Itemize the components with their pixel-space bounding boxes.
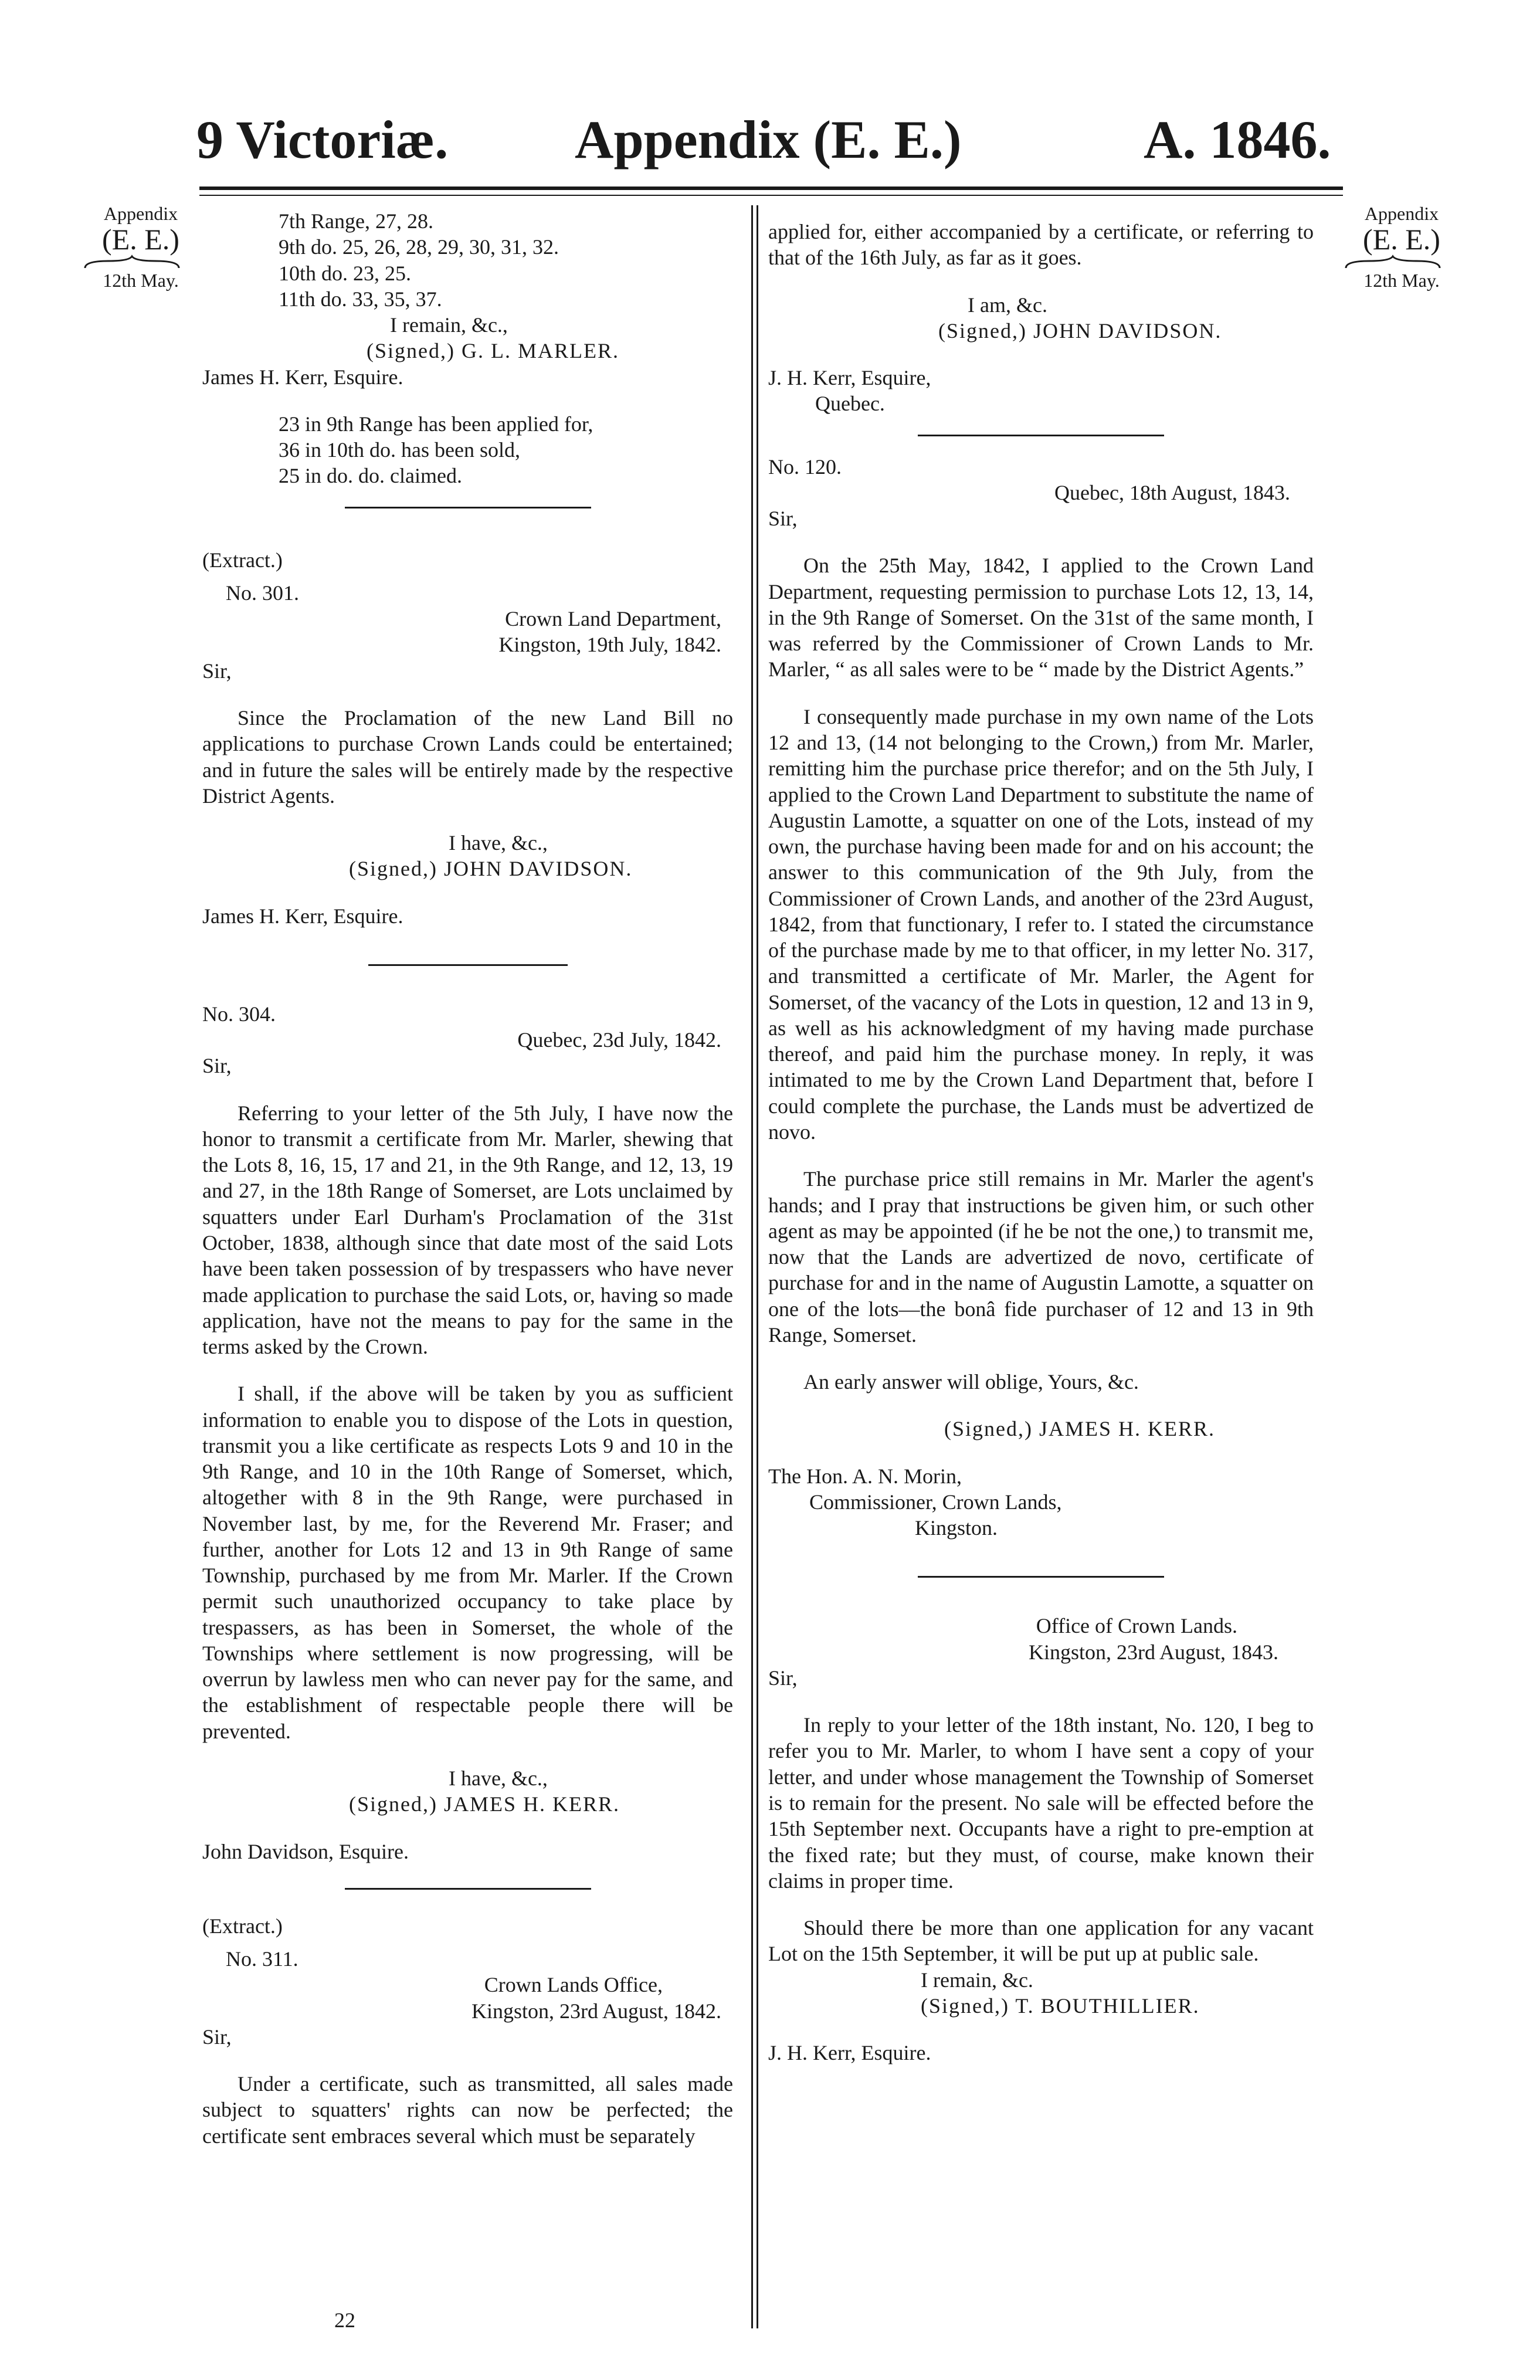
signature: (Signed,) JOHN DAVIDSON. xyxy=(938,318,1222,343)
column-divider xyxy=(757,205,758,2328)
salutation: Sir, xyxy=(202,2025,232,2049)
letter-date: Quebec, 23d July, 1842. xyxy=(517,1028,721,1052)
letter-place: Office of Crown Lands. xyxy=(1036,1614,1237,1638)
letter-body: Referring to your letter of the 5th July, I have now the honor to transmit a certificate from Mr. Marler, shewing that the Lots 8, 16, 15, 17 and 21, in the 9th Range, and 12, 13, 19 and 27, in the 18th Range of Somerset, are Lots unclaimed by squatters under Earl Durham's Proclamation of the 31st October, 1838, although since that date most of the said Lots have been taken possession of by trespassers who have never made application to purchase the said Lots, or, having so made application, have not the means to pay for the same in the terms asked by the Crown. xyxy=(202,1101,733,1359)
range-notes xyxy=(202,411,733,489)
addressee: James H. Kerr, Esquire. xyxy=(202,365,403,389)
note-line: 36 in 10th do. has been sold, xyxy=(279,438,520,462)
letter-number: No. 301. xyxy=(226,581,299,605)
extract-label: (Extract.) xyxy=(202,548,283,572)
addressee: J. H. Kerr, Esquire. xyxy=(768,2041,931,2065)
addressee: John Davidson, Esquire. xyxy=(202,1839,409,1863)
note-line: 25 in do. do. claimed. xyxy=(279,464,462,488)
header-left: 9 Victoriæ. xyxy=(196,110,449,169)
signature: (Signed,) T. BOUTHILLIER. xyxy=(921,1993,1200,2018)
salutation: Sir, xyxy=(202,1054,232,1078)
addressee-city: Quebec. xyxy=(815,392,885,416)
margin-date: 12th May. xyxy=(1363,270,1440,291)
range-line: 7th Range, 27, 28. xyxy=(279,209,433,233)
header-center: Appendix (E. E.) xyxy=(575,110,962,169)
letter-place: Crown Lands Office, xyxy=(484,1973,663,1997)
divider xyxy=(918,1576,1164,1578)
letter-body: applied for, either accompanied by a certificate, or referring to that of the 16th July, as far as it goes. xyxy=(768,220,1314,270)
letter-body: The purchase price still remains in Mr. Marler the agent's hands; and I pray that instructions be given him, or such other agent as may be appointed (if he be not the one,) to transmit me, now that the Lands are advertized de novo, certificate of purchase for and in the name of Augustin Lamotte, a squatter on one of the lots—the bonâ fide purchaser of 12 and 13 in 9th Range, Somerset. xyxy=(768,1167,1314,1347)
salutation: Sir, xyxy=(202,659,232,683)
range-line: 11th do. 33, 35, 37. xyxy=(279,287,442,311)
signature: (Signed,) G. L. MARLER. xyxy=(367,339,619,363)
signature: (Signed,) JOHN DAVIDSON. xyxy=(349,857,633,881)
margin-note-right xyxy=(1343,204,1460,291)
closing: I have, &c., xyxy=(449,1767,548,1791)
signature: (Signed,) JAMES H. KERR. xyxy=(944,1417,1216,1441)
range-list xyxy=(202,208,733,312)
letter-body: Under a certificate, such as transmitted, all sales made subject to squatters' rights can now be perfected; the certificate sent embraces several which must be separately xyxy=(202,2072,733,2148)
letter-number: No. 120. xyxy=(768,455,842,479)
header-right: A. 1846. xyxy=(1144,110,1331,169)
addressee: The Hon. A. N. Morin, xyxy=(768,1464,962,1488)
divider xyxy=(345,507,591,508)
signature: (Signed,) JAMES H. KERR. xyxy=(349,1792,620,1816)
margin-brace-icon xyxy=(1343,255,1443,271)
margin-code: (E. E.) xyxy=(1363,222,1440,256)
page-number: 22 xyxy=(334,2308,355,2332)
addressee-city: Kingston. xyxy=(915,1516,998,1540)
margin-brace-icon xyxy=(82,255,182,271)
note-line: 23 in 9th Range has been applied for, xyxy=(279,412,593,436)
letter-date: Kingston, 19th July, 1842. xyxy=(498,633,721,657)
closing: I remain, &c., xyxy=(390,313,508,337)
letter-date: Kingston, 23rd August, 1843. xyxy=(1028,1640,1278,1664)
divider xyxy=(368,964,568,966)
letter-body: In reply to your letter of the 18th instant, No. 120, I beg to refer you to Mr. Marler, to whom I have sent a copy of your letter, and under whose management the Township of Somerset is to remain for the present. No sale will be effected before the 15th September next. Occupants have a right to pre-emption at the fixed rate; but they must, of course, make known their claims in proper time. xyxy=(768,1713,1314,1893)
column-divider xyxy=(751,205,753,2328)
divider xyxy=(345,1888,591,1890)
addressee-title: Commissioner, Crown Lands, xyxy=(809,1490,1062,1514)
letter-date: Kingston, 23rd August, 1842. xyxy=(471,1999,721,2023)
letter-date: Quebec, 18th August, 1843. xyxy=(1054,480,1290,504)
header-rule-thin xyxy=(199,195,1343,196)
closing: I remain, &c. xyxy=(921,1968,1033,1992)
letter-body: Should there be more than one application for any vacant Lot on the 15th September, it will be put up at public sale. xyxy=(768,1916,1314,1966)
salutation: Sir, xyxy=(768,507,798,531)
salutation: Sir, xyxy=(768,1666,798,1690)
header-rule-thick xyxy=(199,187,1343,190)
left-column xyxy=(202,208,733,2149)
margin-date: 12th May. xyxy=(103,270,179,291)
letter-number: No. 311. xyxy=(226,1947,298,1971)
right-column xyxy=(768,208,1314,2066)
margin-code: (E. E.) xyxy=(102,222,179,256)
letter-place: Crown Land Department, xyxy=(505,607,721,631)
letter-body: An early answer will oblige, Yours, &c. xyxy=(803,1370,1139,1394)
margin-label: Appendix xyxy=(103,203,178,224)
addressee: J. H. Kerr, Esquire, xyxy=(768,366,931,390)
letter-body: Since the Proclamation of the new Land Bill no applications to purchase Crown Lands could be entertained; and in future the sales will be entirely made by the respective District Agents. xyxy=(202,706,733,808)
margin-label: Appendix xyxy=(1364,203,1439,224)
letter-body: On the 25th May, 1842, I applied to the Crown Land Department, requesting permission to purchase Lots 12, 13, 14, in the 9th Range of Somerset. On the 31st of the same month, I was referred by the Commissioner of Crown Lands to Mr. Marler, “ as all sales were to be “ made by the District Agents.” xyxy=(768,554,1314,682)
divider xyxy=(918,435,1164,436)
closing: I have, &c., xyxy=(449,831,548,855)
range-line: 9th do. 25, 26, 28, 29, 30, 31, 32. xyxy=(279,235,559,259)
closing: I am, &c. xyxy=(968,293,1047,317)
margin-note-left xyxy=(82,204,199,291)
letter-body: I consequently made purchase in my own name of the Lots 12 and 13, (14 not belonging to the Crown,) from Mr. Marler, remitting him the purchase price therefor; and on the 5th July, I applied to the Crown Land Department to substitute the name of Augustin Lamotte, a squatter on one of the Lots, instead of my own, the purchase having been made for and on his account; the answer to this communication of the 9th July, from the Commissioner of Crown Lands, and another of the 23rd August, 1842, from that functionary, I refer to. I stated the circumstance of the purchase made by me to that officer, in my letter No. 317, and transmitted a certificate of Mr. Marler, the Agent for Somerset, of the vacancy of the Lots in question, 12 and 13 in 9, as well as his acknowledgment of my having made purchase thereof, and paid him the purchase money. In reply, it was intimated to me by the Crown Land Department that, before I could complete the purchase, the Lands must be advertized de novo. xyxy=(768,704,1314,1144)
range-line: 10th do. 23, 25. xyxy=(279,261,412,285)
addressee: James H. Kerr, Esquire. xyxy=(202,904,403,928)
letter-body: I shall, if the above will be taken by you as sufficient information to enable you to dispose of the Lots in question, transmit you a like certificate as respects Lots 9 and 10 in the 9th Range, and 10 in the 10th Range of Somerset, which, altogether with 8 in the 9th Range, were purchased in November last, by me, for the Reverend Mr. Fraser; and further, another for Lots 12 and 13 in 9th Range of same Township, purchased by me from Mr. Marler. If the Crown permit such unauthorized occupancy to take place by trespassers, as has been in Somerset, the whole of the Townships where settlement is now progressing, will be overrun by lawless men who can never pay for the same, and the establishment of respectable people there will be prevented. xyxy=(202,1382,733,1743)
extract-label: (Extract.) xyxy=(202,1914,283,1938)
letter-number: No. 304. xyxy=(202,1002,276,1026)
